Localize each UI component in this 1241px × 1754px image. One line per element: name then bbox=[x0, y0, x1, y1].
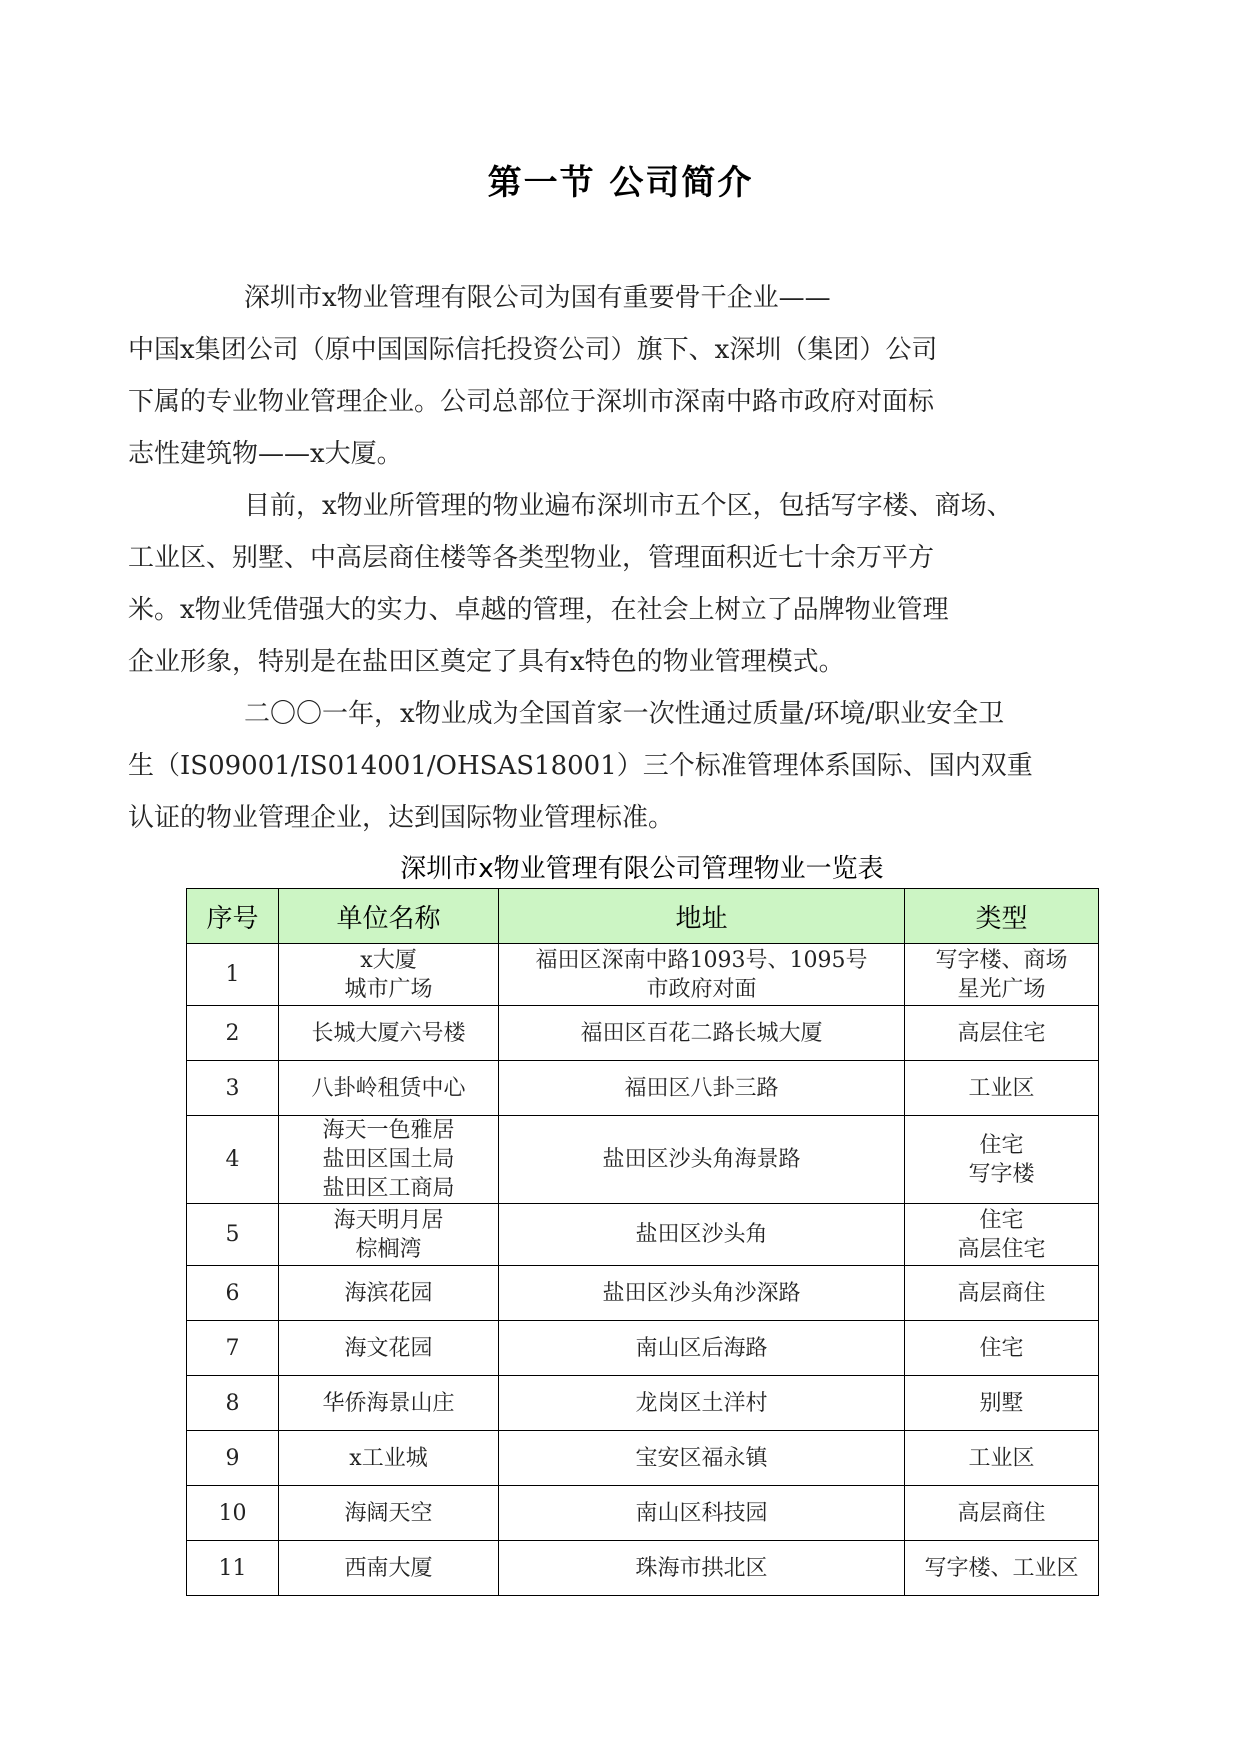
cell-address-line: 龙岗区土洋村 bbox=[635, 1390, 768, 1416]
table-row bbox=[187, 1006, 1099, 1061]
table-body bbox=[187, 944, 1099, 1596]
cell-name bbox=[279, 1204, 499, 1266]
cell-name bbox=[279, 1541, 499, 1596]
cell-address bbox=[499, 1376, 905, 1431]
cell-name-line: 海滨花园 bbox=[344, 1280, 433, 1306]
cell-name-line: 华侨海景山庄 bbox=[322, 1390, 455, 1416]
cell-name bbox=[279, 1376, 499, 1431]
table-row bbox=[187, 1116, 1099, 1204]
cell-no: 2 bbox=[187, 1006, 279, 1061]
paragraph-line: 工业区、别墅、中高层商住楼等各类型物业，管理面积近七十余万平方 bbox=[128, 543, 935, 573]
cell-type bbox=[905, 1061, 1099, 1116]
cell-no: 3 bbox=[187, 1061, 279, 1116]
cell-name bbox=[279, 1006, 499, 1061]
table-row bbox=[187, 1541, 1099, 1596]
cell-type-line: 住宅 bbox=[979, 1207, 1024, 1233]
table-row bbox=[187, 1376, 1099, 1431]
cell-name-line: x工业城 bbox=[349, 1445, 428, 1471]
cell-address bbox=[499, 1204, 905, 1266]
cell-address bbox=[499, 1321, 905, 1376]
cell-type bbox=[905, 1116, 1099, 1204]
cell-type bbox=[905, 1204, 1099, 1266]
cell-type-line: 住宅 bbox=[979, 1132, 1024, 1158]
cell-address bbox=[499, 1061, 905, 1116]
cell-address-line: 盐田区沙头角沙深路 bbox=[602, 1280, 801, 1306]
cell-no: 8 bbox=[187, 1376, 279, 1431]
cell-address-line: 南山区科技园 bbox=[635, 1500, 768, 1526]
intro-text bbox=[128, 272, 1098, 844]
cell-no: 11 bbox=[187, 1541, 279, 1596]
paragraph-line: 中国x集团公司（原中国国际信托投资公司）旗下、x深圳（集团）公司 bbox=[128, 335, 938, 365]
table-row bbox=[187, 1266, 1099, 1321]
cell-type bbox=[905, 1266, 1099, 1321]
table-title: 深圳市x物业管理有限公司管理物业一览表 bbox=[400, 854, 884, 884]
table-row bbox=[187, 1486, 1099, 1541]
cell-type bbox=[905, 1006, 1099, 1061]
cell-name-line: 棕榈湾 bbox=[355, 1236, 422, 1262]
column-header-address: 地址 bbox=[499, 889, 905, 944]
cell-name-line: 海阔天空 bbox=[344, 1500, 433, 1526]
cell-address bbox=[499, 1431, 905, 1486]
cell-no: 4 bbox=[187, 1116, 279, 1204]
cell-address bbox=[499, 944, 905, 1006]
cell-name-line: 海文花园 bbox=[344, 1335, 433, 1361]
cell-type-line: 高层商住 bbox=[957, 1500, 1046, 1526]
cell-no: 5 bbox=[187, 1204, 279, 1266]
cell-address-line: 宝安区福永镇 bbox=[635, 1445, 768, 1471]
cell-type-line: 写字楼 bbox=[968, 1161, 1035, 1187]
table-row bbox=[187, 1431, 1099, 1486]
paragraph-2 bbox=[128, 480, 1098, 688]
cell-type-line: 星光广场 bbox=[957, 976, 1046, 1002]
cell-address-line: 南山区后海路 bbox=[635, 1335, 768, 1361]
cell-name bbox=[279, 1321, 499, 1376]
cell-address-line: 福田区八卦三路 bbox=[624, 1075, 779, 1101]
cell-type bbox=[905, 1431, 1099, 1486]
cell-name-line: 海天明月居 bbox=[333, 1207, 444, 1233]
cell-no: 9 bbox=[187, 1431, 279, 1486]
paragraph-line: 下属的专业物业管理企业。公司总部位于深圳市深南中路市政府对面标 bbox=[128, 387, 935, 417]
cell-no: 1 bbox=[187, 944, 279, 1006]
cell-name-line: 海天一色雅居 bbox=[322, 1118, 455, 1143]
paragraph-line: 米。x物业凭借强大的实力、卓越的管理，在社会上树立了品牌物业管理 bbox=[128, 595, 949, 625]
cell-type bbox=[905, 1486, 1099, 1541]
paragraph-line: 深圳市x物业管理有限公司为国有重要骨干企业—— bbox=[244, 283, 831, 313]
section-title: 第一节 公司简介 bbox=[487, 163, 754, 203]
cell-address-line: 盐田区沙头角海景路 bbox=[602, 1147, 801, 1172]
cell-address-line: 珠海市拱北区 bbox=[635, 1555, 768, 1581]
cell-no: 6 bbox=[187, 1266, 279, 1321]
cell-name bbox=[279, 1116, 499, 1204]
cell-address bbox=[499, 1266, 905, 1321]
cell-name-line: 西南大厦 bbox=[344, 1555, 433, 1581]
cell-name-line: 盐田区国土局 bbox=[322, 1147, 455, 1172]
paragraph-line: 目前，x物业所管理的物业遍布深圳市五个区，包括写字楼、商场、 bbox=[244, 491, 1013, 521]
cell-name-line: 城市广场 bbox=[344, 976, 433, 1002]
table-header-row bbox=[187, 889, 1099, 944]
property-table bbox=[186, 888, 1099, 1596]
cell-type-line: 高层住宅 bbox=[957, 1020, 1046, 1046]
paragraph-line: 志性建筑物——x大厦。 bbox=[128, 439, 403, 469]
cell-type-line: 写字楼、工业区 bbox=[924, 1555, 1079, 1581]
cell-address-line: 福田区深南中路1093号、1095号 bbox=[535, 947, 868, 973]
column-header-no: 序号 bbox=[187, 889, 279, 944]
paragraph-line: 生（IS09001/IS014001/OHSAS18001）三个标准管理体系国际、国内双重 bbox=[128, 751, 1033, 781]
cell-no: 10 bbox=[187, 1486, 279, 1541]
cell-address bbox=[499, 1486, 905, 1541]
paragraph-line: 认证的物业管理企业，达到国际物业管理标准。 bbox=[128, 803, 675, 833]
cell-type-line: 住宅 bbox=[979, 1335, 1024, 1361]
paragraph-1 bbox=[128, 272, 1098, 480]
cell-address-line: 市政府对面 bbox=[646, 976, 757, 1002]
column-header-name: 单位名称 bbox=[279, 889, 499, 944]
cell-name bbox=[279, 1486, 499, 1541]
cell-type bbox=[905, 1376, 1099, 1431]
cell-type-line: 别墅 bbox=[979, 1390, 1024, 1416]
column-header-type: 类型 bbox=[905, 889, 1099, 944]
cell-name bbox=[279, 1431, 499, 1486]
table-row bbox=[187, 1204, 1099, 1266]
table-row bbox=[187, 1321, 1099, 1376]
cell-address bbox=[499, 1116, 905, 1204]
cell-type-line: 高层商住 bbox=[957, 1280, 1046, 1306]
cell-type-line: 写字楼、商场 bbox=[935, 947, 1068, 973]
cell-type-line: 工业区 bbox=[968, 1075, 1035, 1101]
cell-type bbox=[905, 1321, 1099, 1376]
cell-address-line: 福田区百花二路长城大厦 bbox=[580, 1020, 823, 1046]
cell-name-line: 八卦岭租赁中心 bbox=[311, 1075, 466, 1101]
cell-name-line: 盐田区工商局 bbox=[322, 1176, 455, 1201]
cell-type bbox=[905, 1541, 1099, 1596]
cell-name-line: x大厦 bbox=[360, 947, 417, 973]
cell-name bbox=[279, 1266, 499, 1321]
table-row bbox=[187, 1061, 1099, 1116]
cell-name bbox=[279, 944, 499, 1006]
cell-name-line: 长城大厦六号楼 bbox=[311, 1020, 466, 1046]
cell-type-line: 高层住宅 bbox=[957, 1236, 1046, 1262]
table-row bbox=[187, 944, 1099, 1006]
paragraph-line: 二〇〇一年，x物业成为全国首家一次性通过质量/环境/职业安全卫 bbox=[244, 699, 1005, 729]
paragraph-3 bbox=[128, 688, 1098, 844]
cell-address bbox=[499, 1006, 905, 1061]
paragraph-line: 企业形象，特别是在盐田区奠定了具有x特色的物业管理模式。 bbox=[128, 647, 845, 677]
cell-address bbox=[499, 1541, 905, 1596]
cell-no: 7 bbox=[187, 1321, 279, 1376]
cell-type bbox=[905, 944, 1099, 1006]
cell-name bbox=[279, 1061, 499, 1116]
cell-address-line: 盐田区沙头角 bbox=[635, 1222, 768, 1247]
cell-type-line: 工业区 bbox=[968, 1445, 1035, 1471]
